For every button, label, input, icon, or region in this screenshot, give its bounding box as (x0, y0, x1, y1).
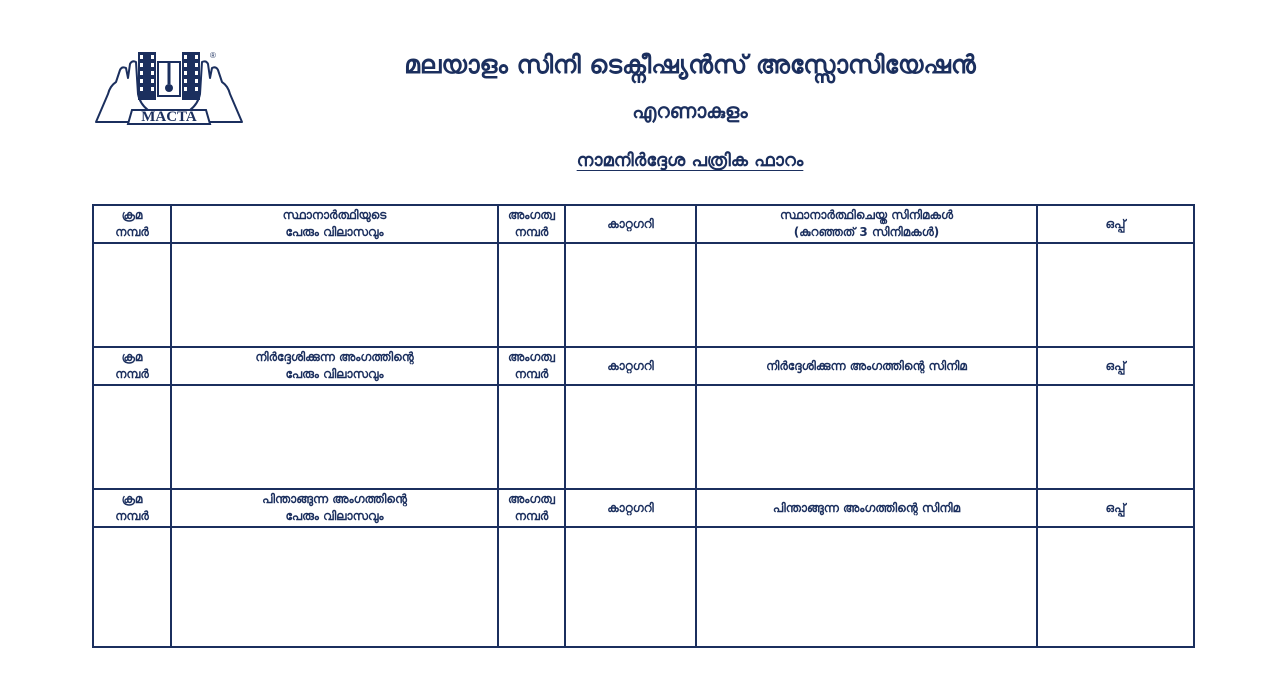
film-strip-left (138, 52, 156, 100)
films-header: നിർദ്ദേശിക്കുന്ന അംഗത്തിന്റെ സിനിമ (696, 347, 1037, 385)
proposer-entry-row (93, 385, 1194, 489)
name-address-cell[interactable] (171, 243, 498, 347)
category-cell[interactable] (565, 385, 696, 489)
nomination-form-table (92, 204, 1195, 648)
name-address-header: സ്ഥാനാർത്ഥിയുടെ പേരും വിലാസവും (171, 205, 498, 243)
member-no-header: അംഗത്വ നമ്പർ (498, 205, 565, 243)
films-cell[interactable] (696, 527, 1037, 647)
organization-name: മലയാളം സിനി ടെക്നീഷ്യൻസ് അസ്സോസിയേഷൻ (404, 50, 976, 79)
candidate-entry-row (93, 243, 1194, 347)
name-address-cell[interactable] (171, 527, 498, 647)
films-header: സ്ഥാനാർത്ഥിചെയ്ത സിനിമകൾ (കുറഞ്ഞത് 3 സിനിമകൾ) (696, 205, 1037, 243)
member-no-cell[interactable] (498, 527, 565, 647)
films-cell[interactable] (696, 243, 1037, 347)
member-no-cell[interactable] (498, 385, 565, 489)
serial-no-cell[interactable] (93, 385, 171, 489)
member-no-header: അംഗത്വ നമ്പർ (498, 347, 565, 385)
serial-no-header: ക്രമ നമ്പർ (93, 489, 171, 527)
signature-cell[interactable] (1037, 385, 1194, 489)
signature-header: ഒപ്പ് (1037, 347, 1194, 385)
category-cell[interactable] (565, 527, 696, 647)
name-address-header: നിർദ്ദേശിക്കുന്ന അംഗത്തിന്റെ പേരും വിലാസവും (171, 347, 498, 385)
category-header: കാറ്റഗറി (565, 489, 696, 527)
category-header: കാറ്റഗറി (565, 347, 696, 385)
logo-text: MACTA (141, 109, 197, 125)
serial-no-cell[interactable] (93, 527, 171, 647)
signature-cell[interactable] (1037, 527, 1194, 647)
seconder-entry-row (93, 527, 1194, 647)
films-header: പിന്താങ്ങുന്ന അംഗത്തിന്റെ സിനിമ (696, 489, 1037, 527)
name-address-header: പിന്താങ്ങുന്ന അംഗത്തിന്റെ പേരും വിലാസവും (171, 489, 498, 527)
category-header: കാറ്റഗറി (565, 205, 696, 243)
serial-no-header: ക്രമ നമ്പർ (93, 205, 171, 243)
film-strip-right (182, 52, 200, 100)
form-title: നാമനിർദ്ദേശ പത്രിക ഫാറം (576, 150, 804, 171)
serial-no-cell[interactable] (93, 243, 171, 347)
member-no-cell[interactable] (498, 243, 565, 347)
signature-cell[interactable] (1037, 243, 1194, 347)
films-cell[interactable] (696, 385, 1037, 489)
city-name: എറണാകുളം (632, 99, 748, 123)
macta-logo (92, 48, 246, 126)
category-cell[interactable] (565, 243, 696, 347)
signature-header: ഒപ്പ് (1037, 489, 1194, 527)
member-no-header: അംഗത്വ നമ്പർ (498, 489, 565, 527)
signature-header: ഒപ്പ് (1037, 205, 1194, 243)
candidate-header-row (93, 205, 1194, 243)
name-address-cell[interactable] (171, 385, 498, 489)
serial-no-header: ക്രമ നമ്പർ (93, 347, 171, 385)
seconder-header-row (93, 489, 1194, 527)
proposer-header-row (93, 347, 1194, 385)
registered-mark: ® (210, 51, 216, 60)
